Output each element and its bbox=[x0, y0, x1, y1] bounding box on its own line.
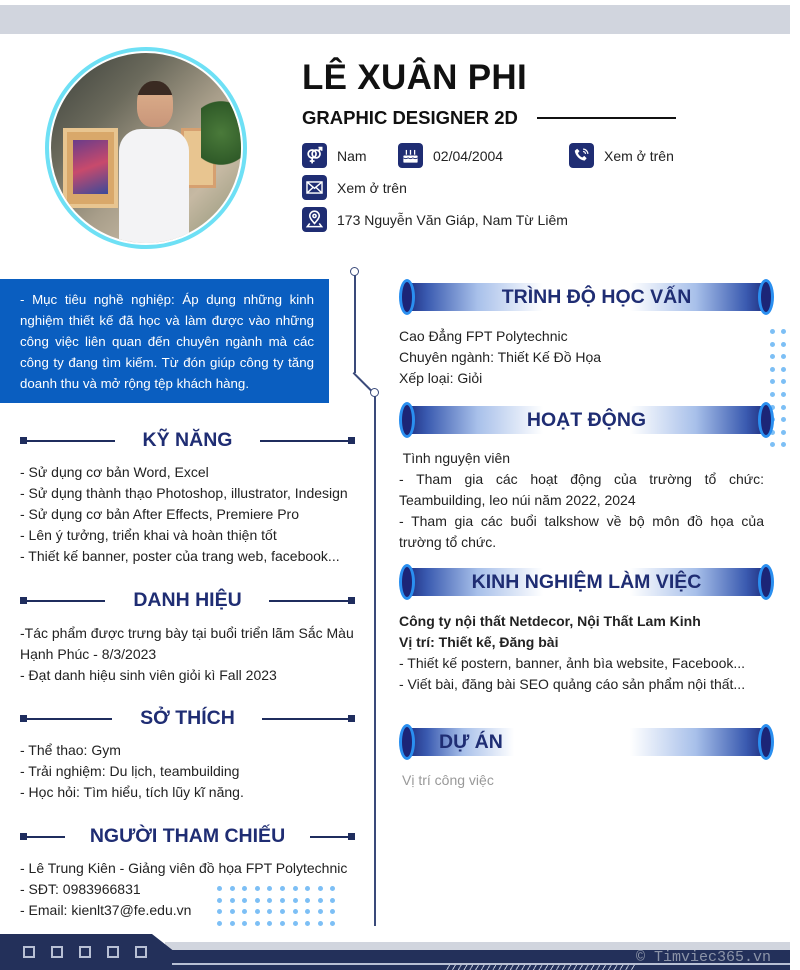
position: Vị trí: Thiết kế, Đăng bài bbox=[399, 634, 559, 650]
list-item: - SĐT: 0983966831 bbox=[20, 881, 141, 897]
activity-role: Tình nguyện viên bbox=[399, 450, 511, 466]
contact-phone bbox=[569, 143, 674, 168]
photo-person bbox=[119, 81, 189, 245]
avatar bbox=[45, 47, 247, 249]
list-item: - Sử dụng thành thạo Photoshop, illustrator, Indesign bbox=[20, 485, 348, 501]
job-title: GRAPHIC DESIGNER 2D bbox=[302, 107, 518, 128]
footer-square-icon bbox=[79, 946, 91, 958]
experience-details bbox=[399, 611, 764, 695]
list-item: - Học hỏi: Tìm hiểu, tích lũy kĩ năng. bbox=[20, 784, 244, 800]
list-item: Hạnh Phúc - 8/3/2023 bbox=[20, 646, 157, 662]
address-value: 173 Nguyễn Văn Giáp, Nam Từ Liêm bbox=[337, 211, 568, 228]
section-heading-hobbies bbox=[20, 707, 355, 731]
birthday-value: 02/04/2004 bbox=[433, 147, 504, 164]
list-item: -Tác phẩm được trưng bày tại buổi triển lãm Sắc Màu bbox=[20, 625, 354, 641]
projects-placeholder: Vị trí công việc bbox=[402, 772, 494, 788]
timeline-node bbox=[370, 388, 379, 397]
list-item: Cao Đẳng FPT Polytechnic bbox=[399, 328, 568, 344]
experience-title: KINH NGHIỆM LÀM VIỆC bbox=[471, 571, 702, 593]
email-value: Xem ở trên bbox=[337, 179, 407, 196]
footer-square-icon bbox=[51, 946, 63, 958]
list-item: - Lê Trung Kiên - Giảng viên đồ họa FPT Polytechnic bbox=[20, 860, 348, 876]
gender-icon bbox=[302, 143, 327, 168]
awards-list bbox=[20, 623, 354, 686]
photo-artwork-frame bbox=[63, 128, 118, 208]
top-decorative-band bbox=[0, 5, 790, 34]
list-item: - Viết bài, đăng bài SEO quảng cáo sản phẩm nội thất... bbox=[399, 676, 746, 692]
section-heading-skills bbox=[20, 429, 355, 453]
footer-square-icon bbox=[23, 946, 35, 958]
list-item: Xếp loại: Giỏi bbox=[399, 370, 483, 386]
career-objective: - Mục tiêu nghề nghiệp: Áp dụng những kinh nghiệm thiết kế đã học và làm được vào những công việc liên quan đến chuyên ngành mà các công ty đang tìm kiếm. Từ đón giúp công ty tăng doanh thu và mở rộng tệp khách hàng. bbox=[0, 279, 329, 403]
skills-list bbox=[20, 462, 348, 567]
hobbies-list bbox=[20, 740, 244, 803]
contact-birthday bbox=[398, 143, 503, 168]
gender-value: Nam bbox=[337, 147, 367, 164]
contact-address bbox=[302, 207, 568, 232]
list-item: - Thể thao: Gym bbox=[20, 742, 121, 758]
timeline-line bbox=[374, 396, 376, 926]
section-banner-projects bbox=[399, 724, 774, 760]
list-item: - Email: kienlt37@fe.edu.vn bbox=[20, 902, 192, 918]
phone-value: Xem ở trên bbox=[604, 147, 674, 164]
birthday-cake-icon bbox=[398, 143, 423, 168]
list-item: - Thiết kế postern, banner, ảnh bìa website, Facebook... bbox=[399, 655, 746, 671]
mail-icon bbox=[302, 175, 327, 200]
list-item: - Đạt danh hiệu sinh viên giỏi kì Fall 2023 bbox=[20, 667, 277, 683]
education-title: TRÌNH ĐỘ HỌC VẤN bbox=[501, 286, 692, 308]
awards-title: DANH HIỆU bbox=[123, 589, 251, 611]
footer bbox=[0, 934, 800, 970]
photo-plant bbox=[201, 93, 241, 173]
list-item: - Sử dụng cơ bản After Effects, Premiere Pro bbox=[20, 506, 299, 522]
projects-title: DỰ ÁN bbox=[439, 731, 503, 753]
list-item: Chuyên ngành: Thiết Kế Đồ Họa bbox=[399, 349, 602, 365]
section-banner-education bbox=[399, 279, 774, 315]
education-details bbox=[399, 326, 764, 389]
footer-square-icon bbox=[135, 946, 147, 958]
section-heading-references bbox=[20, 825, 355, 849]
activities-title: HOẠT ĐỘNG bbox=[526, 409, 647, 431]
company-name: Công ty nội thất Netdecor, Nội Thất Lam Kinh bbox=[399, 613, 701, 629]
list-item: - Thiết kế banner, poster của trang web, facebook... bbox=[20, 548, 340, 564]
contact-email bbox=[302, 175, 407, 200]
list-item: - Tham gia các hoạt động của trường tổ chức: Teambuilding, leo núi năm 2022, 2024 bbox=[399, 471, 764, 508]
skills-title: KỸ NĂNG bbox=[133, 429, 243, 451]
copyright-watermark: © Timviec365.vn bbox=[636, 949, 772, 966]
timeline-node bbox=[350, 267, 359, 276]
profile-photo bbox=[49, 51, 243, 245]
location-pin-icon bbox=[302, 207, 327, 232]
phone-icon bbox=[569, 143, 594, 168]
candidate-name: LÊ XUÂN PHI bbox=[302, 58, 527, 97]
list-item: - Trải nghiệm: Du lịch, teambuilding bbox=[20, 763, 240, 779]
references-title: NGƯỜI THAM CHIẾU bbox=[80, 825, 295, 847]
section-heading-awards bbox=[20, 589, 355, 613]
activities-details bbox=[399, 448, 764, 553]
decorative-dot-grid bbox=[217, 886, 335, 926]
section-banner-activities bbox=[399, 402, 774, 438]
timeline-line bbox=[354, 275, 356, 373]
job-title-divider bbox=[537, 117, 676, 119]
list-item: - Tham gia các buổi talkshow về bộ môn đồ họa của trường tổ chức. bbox=[399, 513, 764, 550]
contact-gender bbox=[302, 143, 367, 168]
hobbies-title: SỞ THÍCH bbox=[130, 707, 245, 729]
list-item: - Lên ý tưởng, triển khai và hoàn thiện tốt bbox=[20, 527, 277, 543]
section-banner-experience bbox=[399, 564, 774, 600]
list-item: - Sử dụng cơ bản Word, Excel bbox=[20, 464, 209, 480]
footer-square-icon bbox=[107, 946, 119, 958]
